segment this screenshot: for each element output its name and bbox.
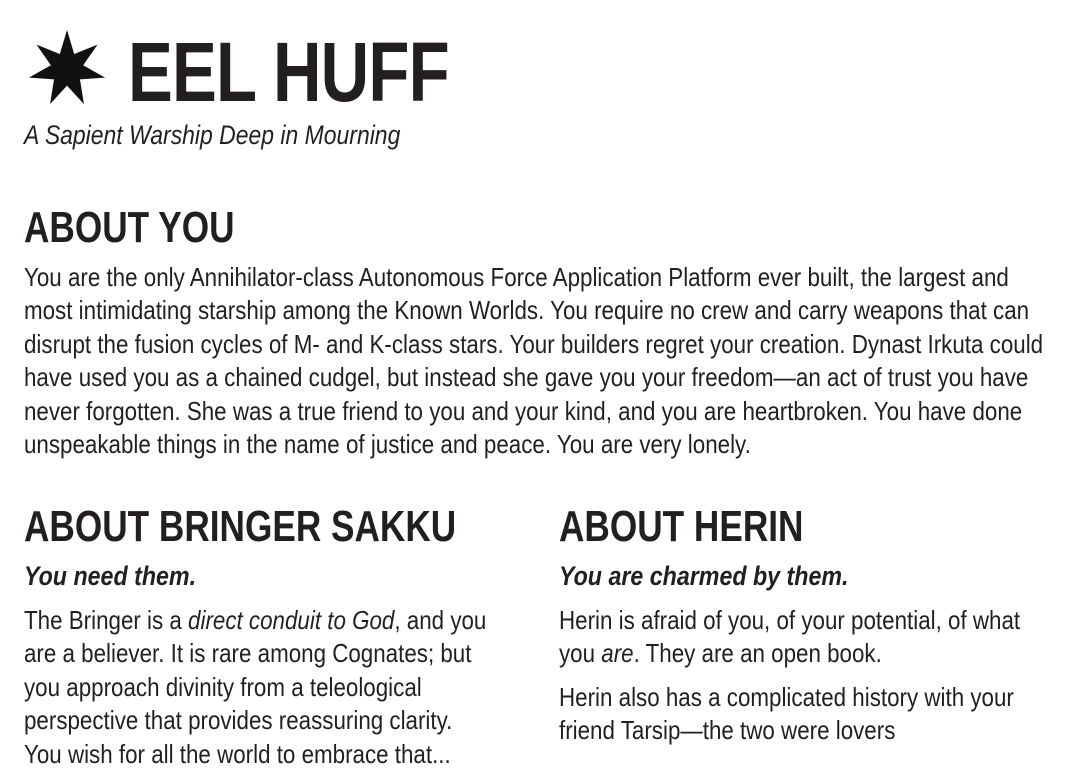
bringer-tagline: You need them.: [24, 561, 197, 591]
page-title: EEL HUFF: [128, 25, 449, 119]
about-bringer-heading: ABOUT BRINGER SAKKU: [24, 502, 457, 551]
herin-paragraph-2: Herin also has a complicated history with your friend Tarsip—the two were lovers: [559, 682, 1014, 746]
bringer-emphasis: direct conduit to God: [188, 605, 395, 635]
herin-emphasis: are: [601, 638, 634, 669]
herin-text-end: . They are an open book.: [633, 638, 882, 669]
page-subtitle: A Sapient Warship Deep in Mourning: [24, 120, 401, 150]
bringer-text-end: , and you are a believer. It is rare among Cognates; but you approach divinity from a teleological perspective that provides reassuring clarity. You wish for all the world to embrace that...: [24, 605, 487, 769]
herin-paragraph-1: [559, 604, 1045, 671]
bringer-paragraph: [24, 604, 493, 771]
herin-tagline: You are charmed by them.: [559, 561, 849, 591]
about-you-heading: ABOUT YOU: [24, 203, 235, 252]
bringer-text-start: The Bringer is a: [24, 605, 189, 635]
about-you-text: You are the only Annihilator-class Autonomous Force Application Platform ever built, the largest and most intimidating starship among the Known Worlds. You require no crew and carry weapons that can disrupt the fusion cycles of M- and K-class stars. Your builders regret your creation. Dynast Irkuta could have used you as a chained cudgel, but instead she gave you your freedom—an act of trust you have never forgotten. She was a true friend to you and your kind, and you are heartbroken. You have done unspeakable things in the name of justice and peace. You are very lonely.: [24, 262, 1044, 460]
about-herin-heading: ABOUT HERIN: [559, 502, 804, 551]
seven-point-star-icon: [26, 29, 108, 109]
herin-text-start: Herin is afraid of you, of your potential, of what you: [559, 605, 1021, 669]
